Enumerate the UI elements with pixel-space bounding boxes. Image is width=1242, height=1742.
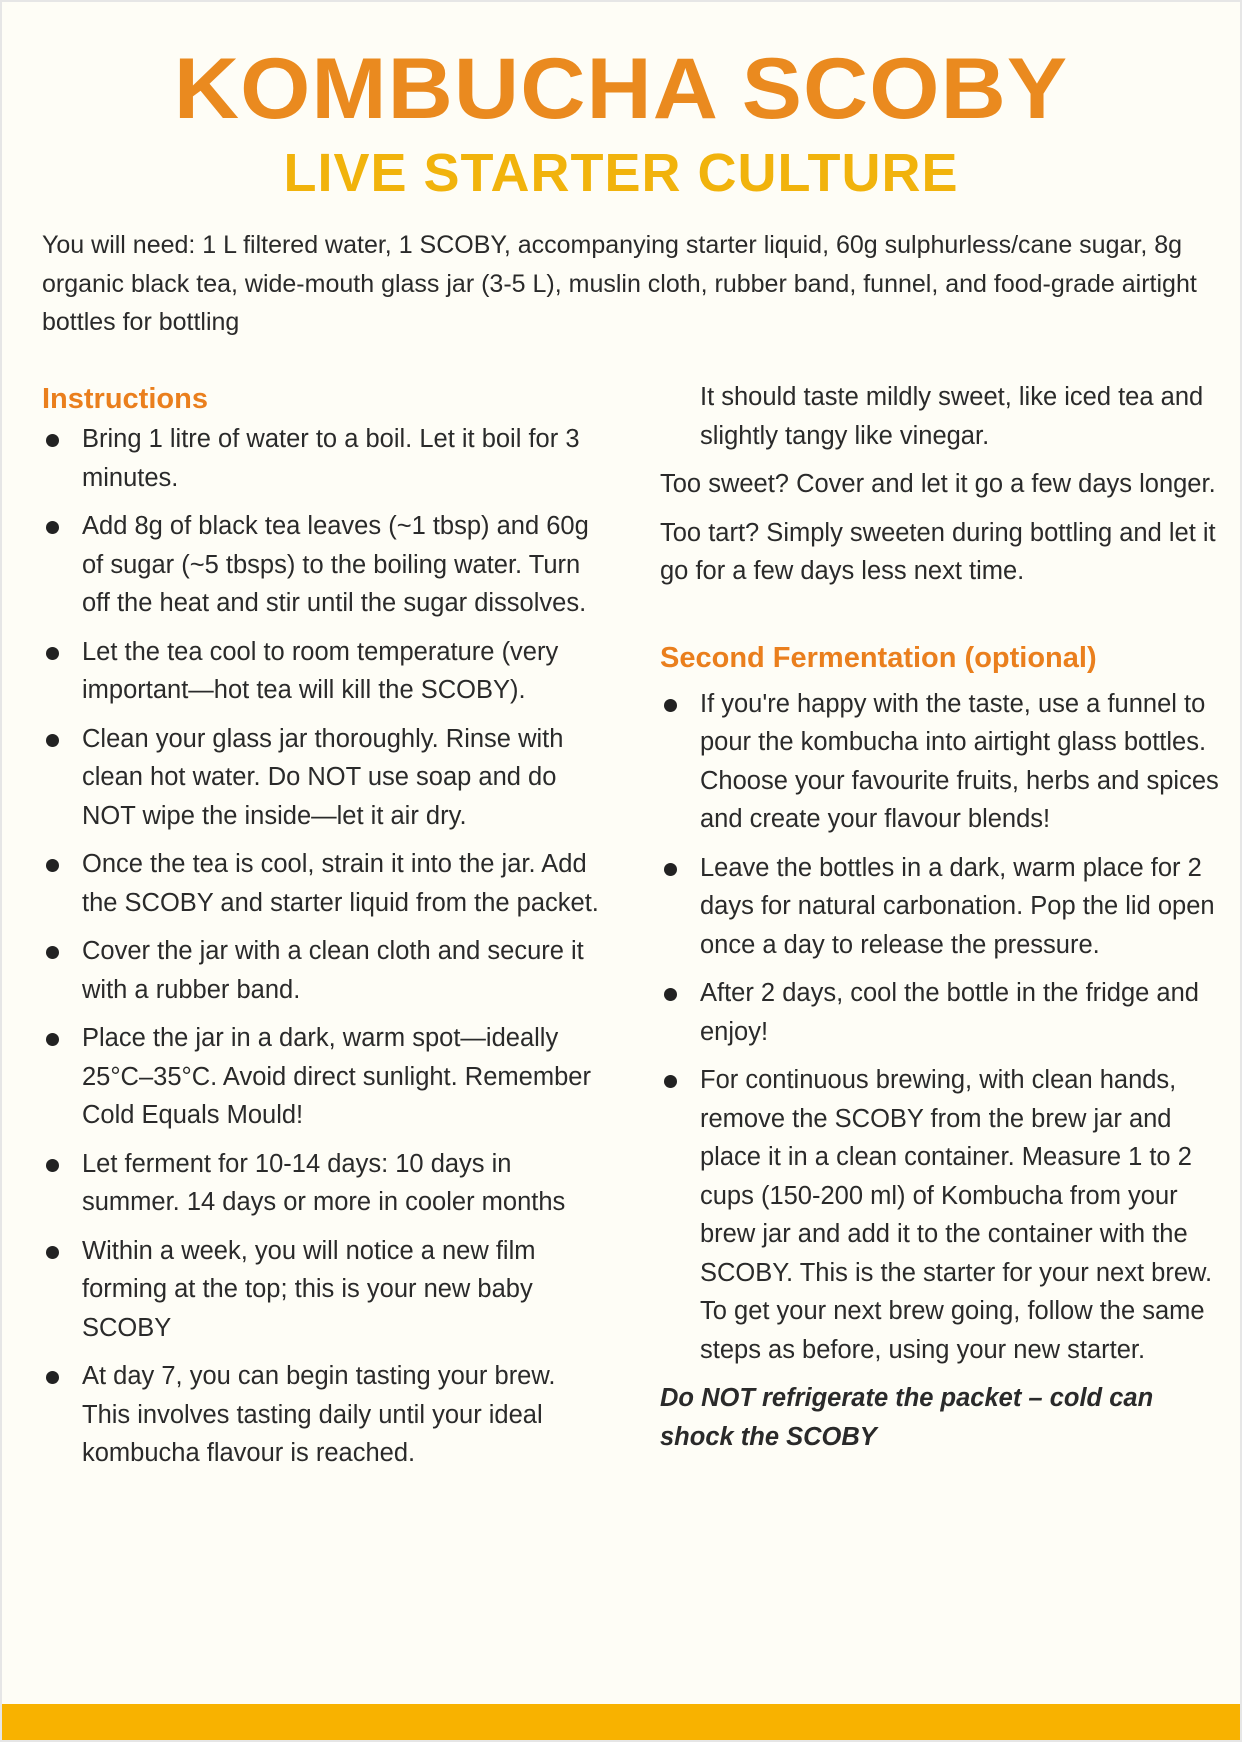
list-item: Cover the jar with a clean cloth and secure it with a rubber band. bbox=[42, 932, 602, 1009]
bullet-icon bbox=[46, 1371, 59, 1384]
list-item: Within a week, you will notice a new film forming at the top; this is your new baby SCOBY bbox=[42, 1232, 602, 1348]
bullet-icon bbox=[46, 946, 59, 959]
list-item: Once the tea is cool, strain it into the jar. Add the SCOBY and starter liquid from the packet. bbox=[42, 845, 602, 922]
bullet-icon bbox=[46, 1033, 59, 1046]
warning-note: Do NOT refrigerate the packet – cold can shock the SCOBY bbox=[660, 1384, 1154, 1451]
list-item: For continuous brewing, with clean hands, remove the SCOBY from the brew jar and place it in a clean container. Measure 1 to 2 cups (150-200 ml) of Kombucha from your brew jar and add it to the container with the SCOBY. This is the starter for your next brew. To get your next brew going, follow the same steps as before, using your new starter. bbox=[660, 1061, 1220, 1369]
bullet-icon bbox=[46, 859, 59, 872]
page-title: KOMBUCHA SCOBY bbox=[173, 41, 1069, 137]
bullet-icon bbox=[46, 521, 59, 534]
bullet-icon bbox=[664, 1075, 677, 1088]
spacer bbox=[660, 601, 1220, 639]
bullet-icon bbox=[46, 734, 59, 747]
bullet-icon bbox=[664, 988, 677, 1001]
bullet-icon bbox=[46, 434, 59, 447]
tip-too-sweet: Too sweet? Cover and let it go a few days longer. bbox=[660, 470, 1216, 498]
list-item: At day 7, you can begin tasting your brew. This involves tasting daily until your ideal kombucha flavour is reached. bbox=[42, 1357, 602, 1473]
page-subtitle: LIVE STARTER CULTURE bbox=[283, 143, 959, 203]
list-item: Place the jar in a dark, warm spot—ideally 25°C–35°C. Avoid direct sunlight. Remember Cold Equals Mould! bbox=[42, 1019, 602, 1135]
step-continuation: It should taste mildly sweet, like iced tea and slightly tangy like vinegar. bbox=[700, 383, 1204, 450]
bullet-icon bbox=[664, 863, 677, 876]
second-fermentation-list bbox=[660, 685, 1220, 1370]
list-item: Bring 1 litre of water to a boil. Let it boil for 3 minutes. bbox=[42, 420, 602, 497]
right-column bbox=[660, 378, 1220, 1456]
instruction-card bbox=[2, 2, 1240, 1740]
bullet-icon bbox=[46, 1159, 59, 1172]
list-item: Add 8g of black tea leaves (~1 tbsp) and 60g of sugar (~5 tbsps) to the boiling water. Turn off the heat and stir until the sugar dissolves. bbox=[42, 507, 602, 623]
bottom-accent-bar bbox=[2, 1704, 1240, 1740]
list-item: Leave the bottles in a dark, warm place for 2 days for natural carbonation. Pop the lid open once a day to release the pressure. bbox=[660, 849, 1220, 965]
second-fermentation-heading: Second Fermentation (optional) bbox=[660, 641, 1097, 674]
list-item: Clean your glass jar thoroughly. Rinse with clean hot water. Do NOT use soap and do NOT wipe the inside—let it air dry. bbox=[42, 720, 602, 836]
bullet-icon bbox=[46, 647, 59, 660]
list-item: Let ferment for 10-14 days: 10 days in summer. 14 days or more in cooler months bbox=[42, 1145, 602, 1222]
requirements-paragraph: You will need: 1 L filtered water, 1 SCOBY, accompanying starter liquid, 60g sulphurless/cane sugar, 8g organic black tea, wide-mouth glass jar (3-5 L), muslin cloth, rubber band, funnel, and food-grade airtight bottles for bottling bbox=[42, 231, 1197, 336]
instructions-list bbox=[42, 420, 602, 1473]
list-item: After 2 days, cool the bottle in the fridge and enjoy! bbox=[660, 974, 1220, 1051]
bullet-icon bbox=[664, 699, 677, 712]
list-item: Let the tea cool to room temperature (very important—hot tea will kill the SCOBY). bbox=[42, 633, 602, 710]
list-item: If you're happy with the taste, use a funnel to pour the kombucha into airtight glass bottles. Choose your favourite fruits, herbs and spices and create your flavour blends! bbox=[660, 685, 1220, 839]
instructions-heading: Instructions bbox=[42, 383, 208, 415]
tip-too-tart: Too tart? Simply sweeten during bottling and let it go for a few days less next time. bbox=[660, 518, 1216, 585]
left-column bbox=[42, 380, 602, 1483]
bullet-icon bbox=[46, 1246, 59, 1259]
